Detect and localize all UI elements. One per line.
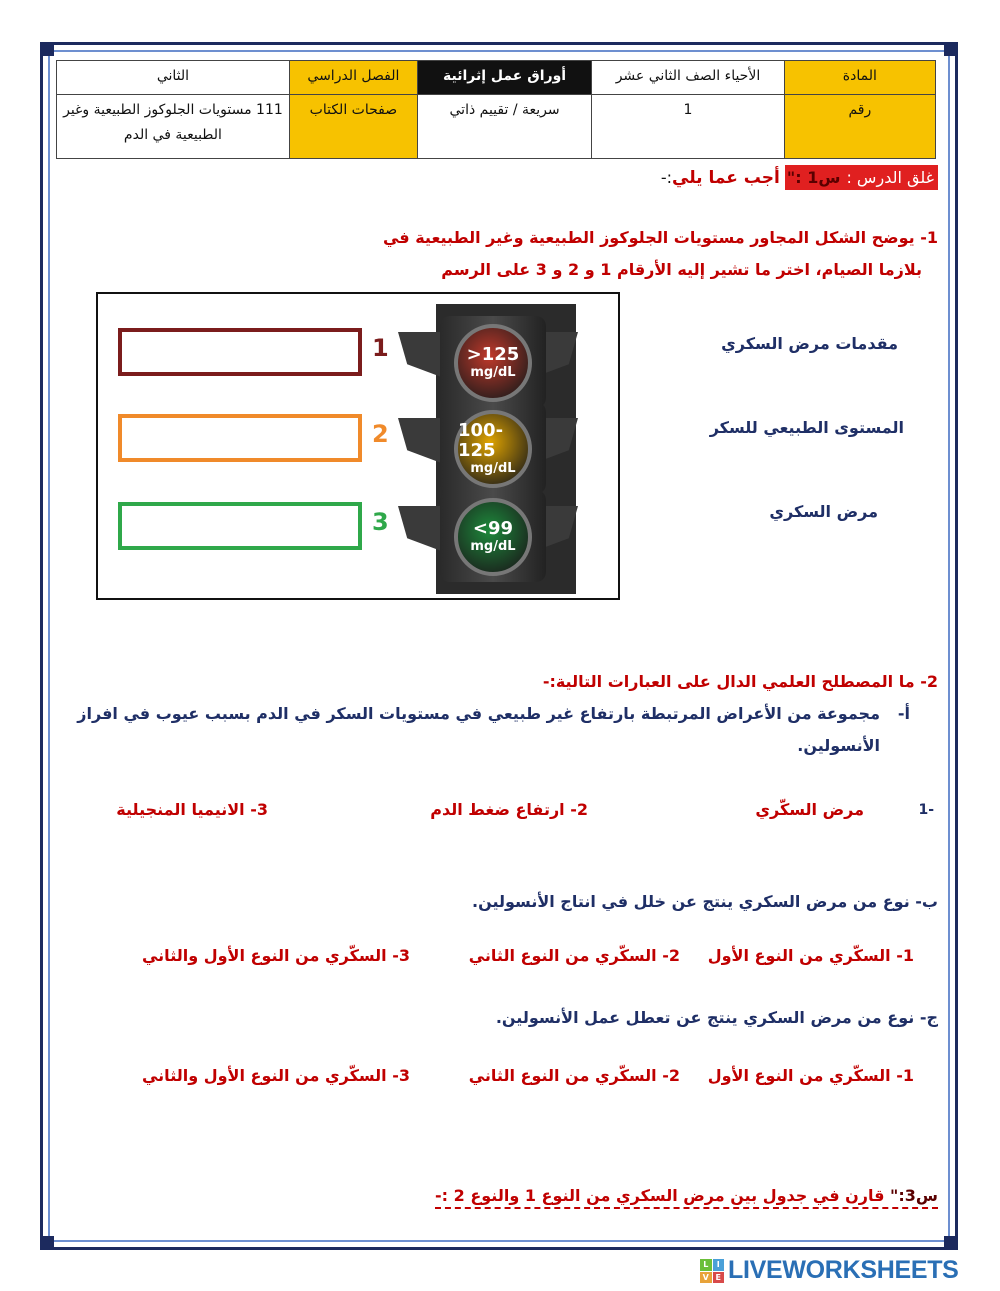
assessment-type: سريعة / تقييم ذاتي <box>417 95 591 159</box>
frame-corner <box>40 42 54 56</box>
q1-item1-line2: بلازما الصيام، اختر ما تشير إليه الأرقام 1 و 2 و 3 على الرسم <box>441 260 922 279</box>
q1-item1-line1: 1- يوضح الشكل المجاور مستويات الجلوكوز الطبيعية وغير الطبيعية في <box>382 228 938 247</box>
q2-heading: 2- ما المصطلح العلمي الدال على العبارات التالية:- <box>542 672 938 691</box>
q2a-option-3[interactable]: 3- الانيميا المنجيلية <box>116 800 268 819</box>
q2b-option-1[interactable]: 1- السكّري من النوع الأول <box>707 946 914 965</box>
choice-normal-level[interactable]: المستوى الطبيعي للسكر <box>709 418 904 437</box>
answer-box-1[interactable] <box>118 328 362 376</box>
frame-corner <box>944 1236 958 1250</box>
q1-title <box>661 168 938 188</box>
traffic-light-housing <box>440 316 546 408</box>
q2b-option-3[interactable]: 3- السكّري من النوع الأول والثاني <box>141 946 410 965</box>
choice-diabetes[interactable]: مرض السكري <box>769 502 878 521</box>
glucose-unit: mg/dL <box>470 461 516 476</box>
glucose-range-value: 100-125 <box>458 420 504 461</box>
answer-number-2: 2 <box>372 420 389 448</box>
term-label: الفصل الدراسي <box>289 61 417 95</box>
q2a-option-1[interactable]: مرض السكّري <box>755 800 864 819</box>
traffic-light-2 <box>398 402 578 494</box>
answer-box-2[interactable] <box>118 414 362 462</box>
q2a-text-line2: الأنسولين. <box>797 736 880 755</box>
subject-label: المادة <box>784 61 935 95</box>
q1-heading: أجب عما يلي <box>672 168 780 188</box>
q2a-option-1-number: -1 <box>918 802 934 818</box>
traffic-light-visor-left <box>398 332 444 378</box>
pages-value: 111 مستويات الجلوكوز الطبيعية وغير الطبيعية في الدم <box>57 95 290 159</box>
liveworksheets-logo-text: LIVEWORKSHEETS <box>728 1256 959 1284</box>
traffic-light-lamp <box>454 410 532 488</box>
q2b-option-2[interactable]: 2- السكّري من النوع الثاني <box>468 946 680 965</box>
worksheet-type: أوراق عمل إثرائية <box>417 61 591 95</box>
lesson-close-badge: غلق الدرس : <box>842 165 938 190</box>
number-value: 1 <box>592 95 784 159</box>
glucose-unit: mg/dL <box>470 539 516 554</box>
q1-number: س1 :" <box>785 165 843 190</box>
q2a-text-line1: مجموعة من الأعراض المرتبطة بارتفاع غير طبيعي في مستويات السكر في الدم بسبب عيوب في افراز <box>77 704 880 723</box>
frame-corner <box>944 42 958 56</box>
q3-text: قارن في جدول بين مرض السكري من النوع 1 والنوع 2 :- <box>435 1186 885 1205</box>
q2a-label: أ- <box>897 704 910 723</box>
answer-number-1: 1 <box>372 334 389 362</box>
q2c-option-1[interactable]: 1- السكّري من النوع الأول <box>707 1066 914 1085</box>
traffic-light-figure <box>96 292 620 600</box>
traffic-light-housing <box>440 490 546 582</box>
answer-box-3[interactable] <box>118 502 362 550</box>
q3-number: س3:" <box>890 1186 938 1205</box>
traffic-light-3 <box>398 490 578 582</box>
liveworksheets-logo <box>700 1256 996 1286</box>
subject-value: الأحياء الصف الثاني عشر <box>592 61 784 95</box>
traffic-light-1 <box>398 316 578 408</box>
q1-heading-suffix: :- <box>660 168 672 187</box>
q2c-option-3[interactable]: 3- السكّري من النوع الأول والثاني <box>141 1066 410 1085</box>
choice-prediabetes[interactable]: مقدمات مرض السكري <box>721 334 898 353</box>
frame-corner <box>40 1236 54 1250</box>
glucose-range-value: <99 <box>472 518 514 539</box>
q2b-text: ب- نوع من مرض السكري ينتج عن خلل في انتاج الأنسولين. <box>471 892 938 911</box>
answer-number-3: 3 <box>372 508 389 536</box>
number-label: رقم <box>784 95 935 159</box>
traffic-light-visor-left <box>398 418 444 464</box>
header-table <box>56 60 936 159</box>
q2c-option-2[interactable]: 2- السكّري من النوع الثاني <box>468 1066 680 1085</box>
q2c-text: ج- نوع من مرض السكري ينتج عن تعطل عمل الأنسولين. <box>495 1008 938 1027</box>
term-value: الثاني <box>57 61 290 95</box>
liveworksheets-logo-icon: L I V E <box>700 1259 724 1283</box>
pages-label: صفحات الكتاب <box>289 95 417 159</box>
q2a-option-2[interactable]: 2- ارتفاع ضغط الدم <box>430 800 588 819</box>
q3-prompt <box>435 1186 938 1209</box>
glucose-unit: mg/dL <box>470 365 516 380</box>
traffic-light-housing <box>440 402 546 494</box>
traffic-light-lamp <box>454 324 532 402</box>
glucose-range-value: >125 <box>466 344 520 365</box>
traffic-light-visor-left <box>398 506 444 552</box>
traffic-light-lamp <box>454 498 532 576</box>
